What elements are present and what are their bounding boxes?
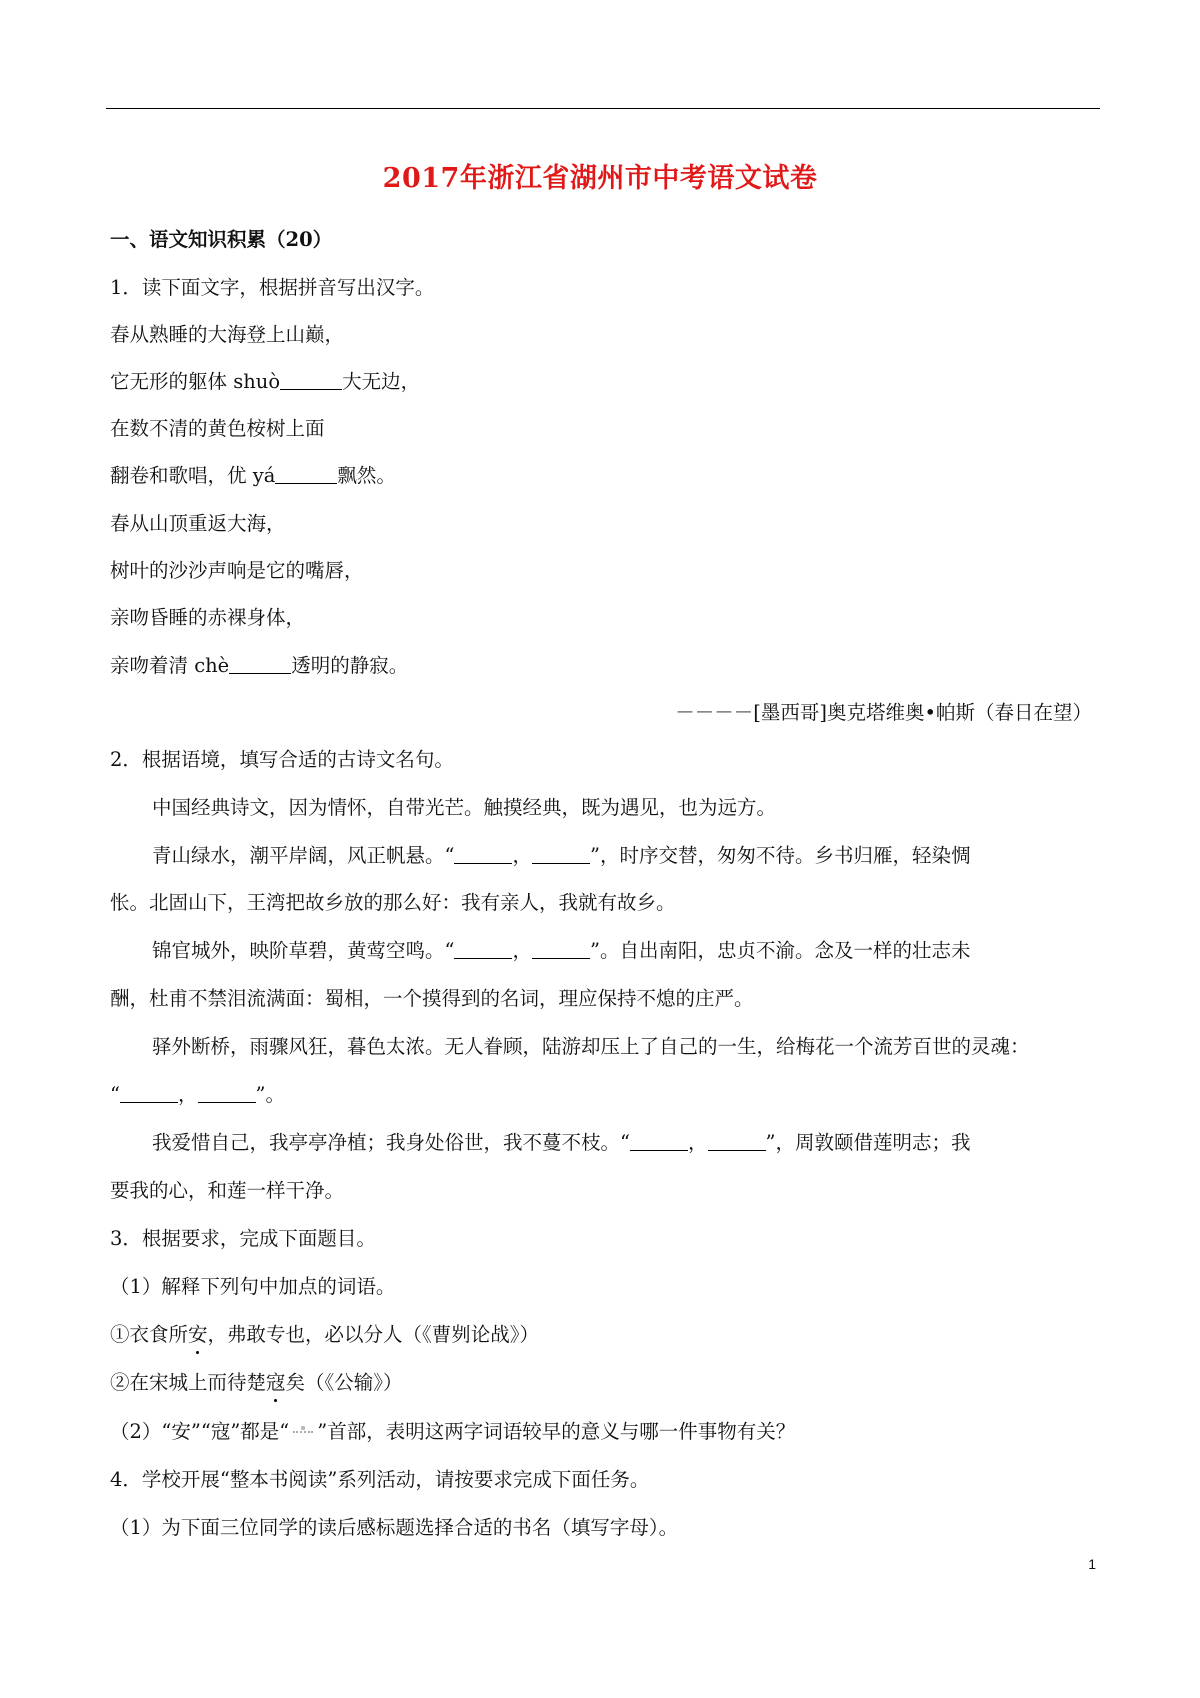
paragraph: 中国经典诗文，因为情怀，自带光芒。触摸经典，既为遇见，也为远方。 xyxy=(152,796,777,819)
item-line: ①衣食所安，弗敢专也，必以分人（《曹刿论战》） xyxy=(110,1319,539,1347)
answer-blank[interactable] xyxy=(454,942,512,959)
page-number: 1 xyxy=(1088,1556,1096,1572)
poem-line: 在数不清的黄色桉树上面 xyxy=(110,417,325,440)
q2-stem: 2．根据语境，填写合适的古诗文名句。 xyxy=(110,748,454,771)
paragraph: 驿外断桥，雨骤风狂，暮色太浓。无人眷顾，陆游却压上了自己的一生，给梅花一个流芳百世的灵魂： xyxy=(152,1035,1030,1058)
item-line: ②在宋城上而待楚寇矣（《公输》） xyxy=(110,1367,403,1395)
paragraph: “ ， ”。 xyxy=(110,1083,285,1106)
poem-line: 春从山顶重返大海， xyxy=(110,512,286,535)
sub-question: （1）解释下列句中加点的词语。 xyxy=(110,1275,396,1298)
sub-question: （1）为下面三位同学的读后感标题选择合适的书名（填写字母）。 xyxy=(110,1516,679,1539)
poem-source: －－－－[墨西哥]奥克塔维奥•帕斯（春日在望） xyxy=(675,701,1092,724)
answer-blank[interactable] xyxy=(532,942,590,959)
page-title: 2017年浙江省湖州市中考语文试卷 xyxy=(382,163,818,194)
paragraph: 怅。北固山下，王湾把故乡放的那么好：我有亲人，我就有故乡。 xyxy=(110,891,676,914)
sub-question: （2）“安”“寇”都是“ ”首部，表明这两字词语较早的意义与哪一件事物有关？ xyxy=(110,1420,796,1443)
poem-line: 翻卷和歌唱，优 yá 飘然。 xyxy=(110,464,396,487)
poem-line: 它无形的躯体 shuò 大无边， xyxy=(110,370,421,393)
answer-blank[interactable] xyxy=(454,847,512,864)
paragraph: 要我的心，和莲一样干净。 xyxy=(110,1179,345,1202)
poem-line: 亲吻昏睡的赤裸身体， xyxy=(110,606,306,629)
radical-image xyxy=(289,1425,317,1441)
paragraph: 锦官城外，映阶草碧，黄莺空鸣。“ ， ”。自出南阳，忠贞不渝。念及一样的壮志未 xyxy=(152,939,971,962)
poem-line: 亲吻着清 chè 透明的静寂。 xyxy=(110,654,409,677)
poem-line: 春从熟睡的大海登上山巅， xyxy=(110,323,345,346)
paragraph: 青山绿水，潮平岸阔，风正帆悬。“ ， ”，时序交替，匆匆不待。乡书归雁，轻染惆 xyxy=(152,844,971,867)
q4-stem: 4．学校开展“整本书阅读”系列活动，请按要求完成下面任务。 xyxy=(110,1468,650,1491)
header-rule xyxy=(106,108,1100,109)
paragraph: 我爱惜自己，我亭亭净植；我身处俗世，我不蔓不枝。“ ， ”，周敦颐借莲明志；我 xyxy=(152,1131,971,1154)
poem-line: 树叶的沙沙声响是它的嘴唇， xyxy=(110,559,364,582)
answer-blank[interactable] xyxy=(532,847,590,864)
answer-blank[interactable] xyxy=(708,1134,766,1151)
q3-stem: 3．根据要求，完成下面题目。 xyxy=(110,1227,376,1250)
answer-blank[interactable] xyxy=(229,657,291,674)
answer-blank[interactable] xyxy=(280,373,342,390)
answer-blank[interactable] xyxy=(120,1086,178,1103)
dotted-char: 寇 xyxy=(266,1367,286,1395)
answer-blank[interactable] xyxy=(275,467,337,484)
dotted-char: 安 xyxy=(188,1319,208,1347)
paragraph: 酬，杜甫不禁泪流满面：蜀相，一个摸得到的名词，理应保持不熄的庄严。 xyxy=(110,987,754,1010)
answer-blank[interactable] xyxy=(198,1086,256,1103)
answer-blank[interactable] xyxy=(630,1134,688,1151)
section-heading: 一、语文知识积累（20） xyxy=(110,228,333,251)
q1-stem: 1．读下面文字，根据拼音写出汉字。 xyxy=(110,276,435,299)
